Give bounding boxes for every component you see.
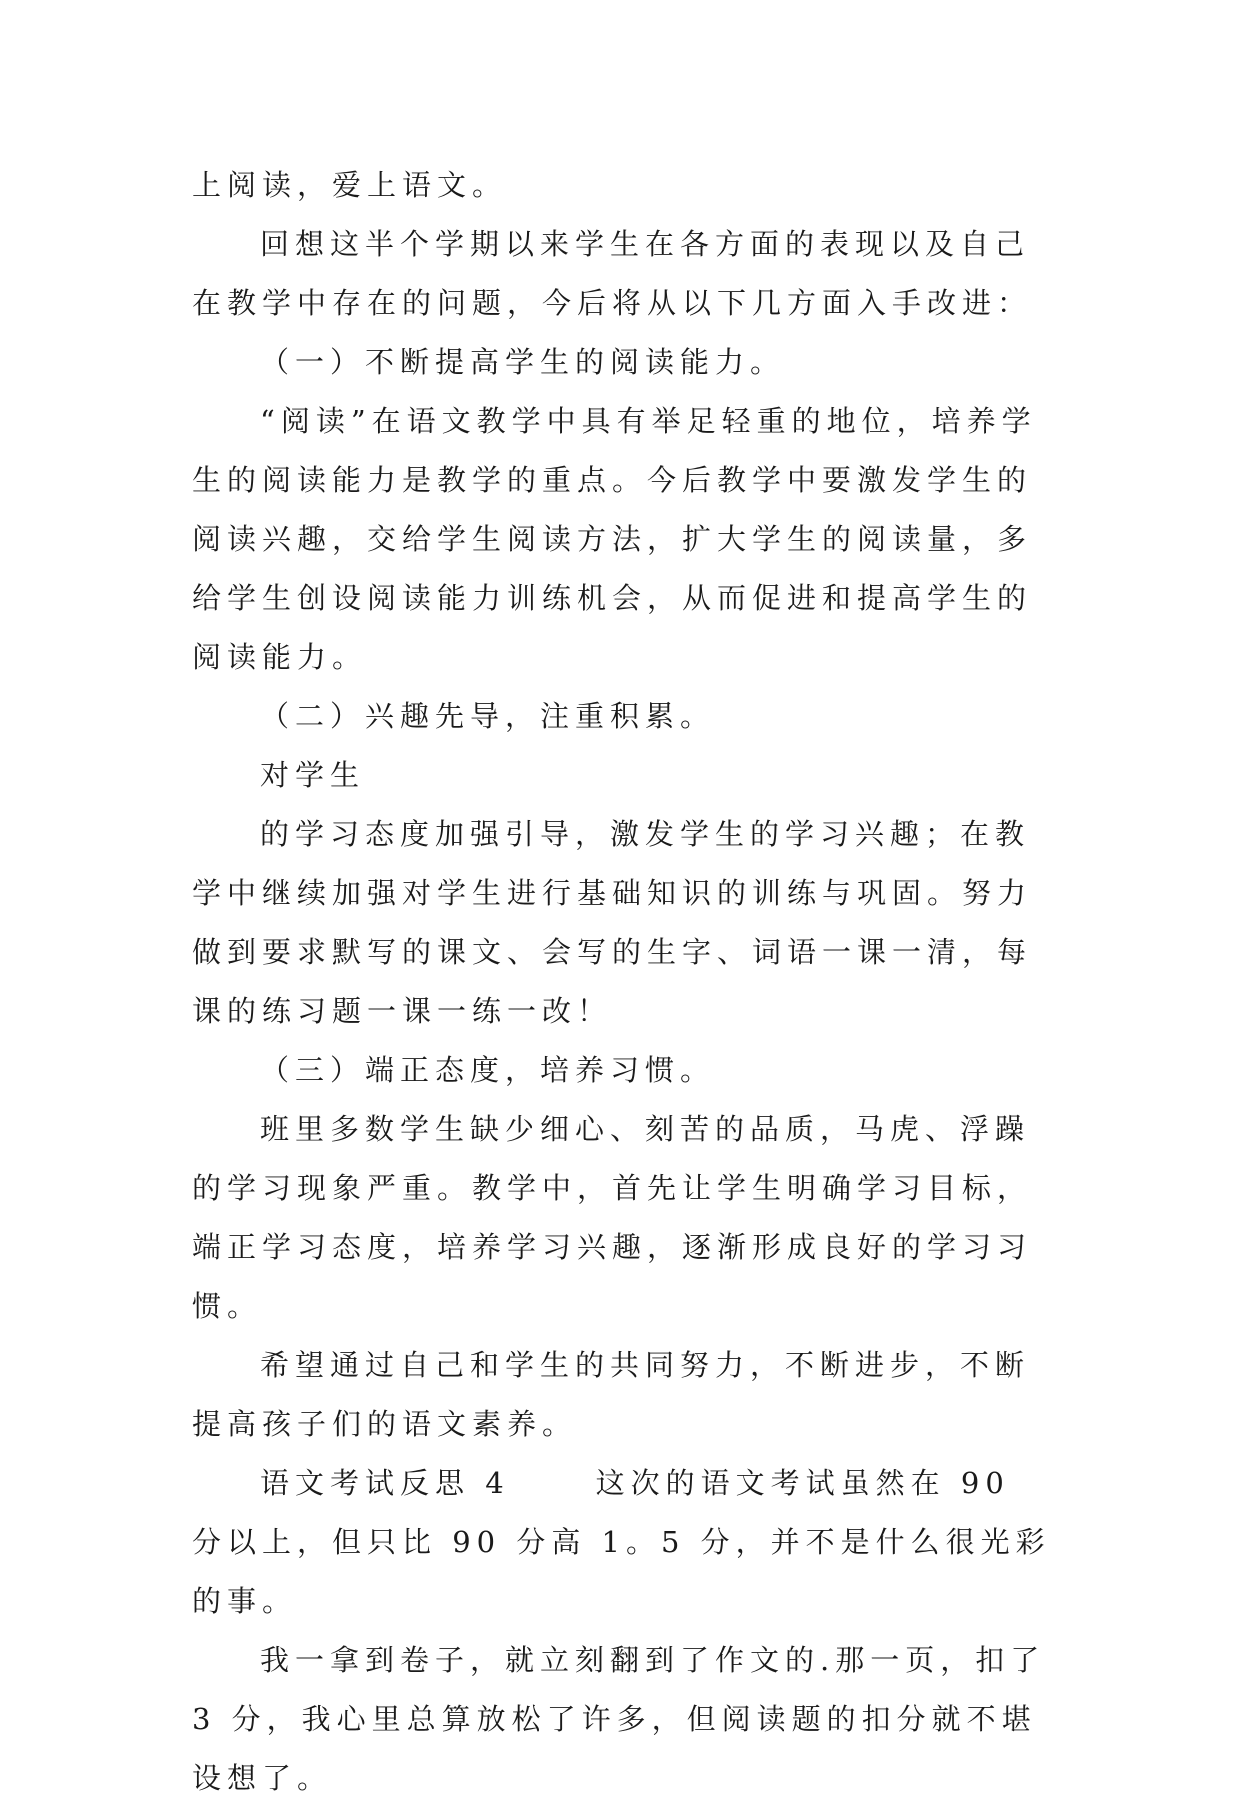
paragraph-exam: 我一拿到卷子，就立刻翻到了作文的.那一页，扣了 3 分，我心里总算放松了许多，但阅读题的扣分就不堪设想了。: [192, 1643, 1046, 1795]
paragraph-hope: 希望通过自己和学生的共同努力，不断进步，不断提高孩子们的语文素养。: [192, 1348, 1031, 1441]
paragraph-continuation: 上阅读，爱上语文。: [192, 168, 508, 202]
paragraph-fragment: 对学生: [260, 758, 366, 792]
section-4-heading: 语文考试反思 4: [260, 1466, 510, 1500]
heading-item-two: （二）兴趣先导，注重积累。: [260, 699, 716, 733]
section-4-text: 这次的语文考试虽然在 90 分以上，但只比 90 分高 1。5 分，并不是什么很光彩的事。: [192, 1466, 1051, 1618]
paragraph-interest: 的学习态度加强引导，激发学生的学习兴趣；在教学中继续加强对学生进行基础知识的训练与巩固。努力做到要求默写的课文、会写的生字、词语一课一清，每课的练习题一课一练一改！: [192, 817, 1033, 1028]
paragraph-reflection-intro: 回想这半个学期以来学生在各方面的表现以及自己在教学中存在的问题，今后将从以下几方面入手改进：: [192, 227, 1033, 320]
heading-item-one: （一）不断提高学生的阅读能力。: [260, 345, 786, 379]
paragraph-reading: “阅读”在语文教学中具有举足轻重的地位，培养学生的阅读能力是教学的重点。今后教学中要激发学生的阅读兴趣，交给学生阅读方法，扩大学生的阅读量，多给学生创设阅读能力训练机会，从而促进和提高学生的阅读能力。: [192, 404, 1037, 674]
heading-item-three: （三）端正态度，培养习惯。: [260, 1053, 716, 1087]
paragraph-habits: 班里多数学生缺少细心、刻苦的品质，马虎、浮躁的学习现象严重。教学中，首先让学生明确学习目标，端正学习态度，培养学习兴趣，逐渐形成良好的学习习惯。: [192, 1112, 1033, 1323]
paragraph-section-4: [192, 1454, 1052, 1631]
document-body: [192, 156, 1052, 1808]
